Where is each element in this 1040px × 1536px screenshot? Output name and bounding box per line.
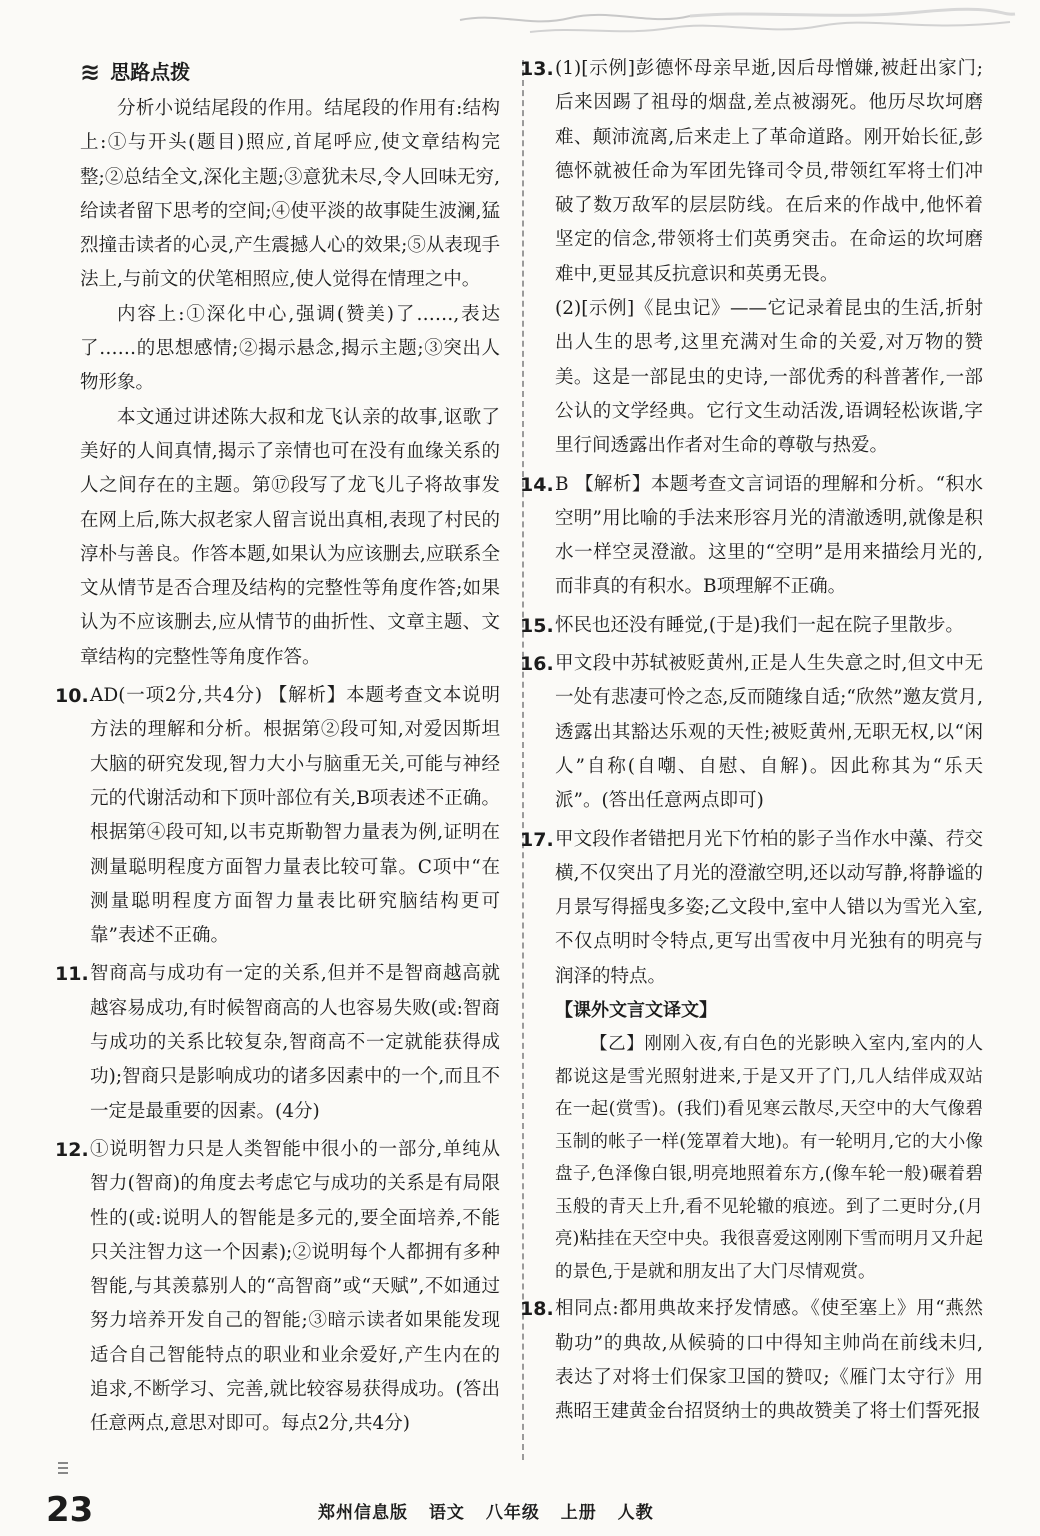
right-column [520,52,983,1430]
paragraph: 本文通过讲述陈大叔和龙飞认亲的故事,讴歌了美好的人间真情,揭示了亲情也可在没有血缘关系的人之间存在的主题。第⑰段写了龙飞儿子将故事发在网上后,陈大叔老家人留言说出真相,表现了村民的淳朴与善良。作答本题,如果认为应该删去,应联系全文从情节是否合理及结构的完整性等角度作答;如果认为不应该删去,应从情节的曲折性、文章主题、文章结构的完整性等角度作答。 [80,406,500,668]
paragraph: 内容上:①深化中心,强调(赞美)了……,表达了……的思想感情;②揭示悬念,揭示主题;③突出人物形象。 [80,303,500,394]
section-heading: ≋ 思路点拨 [80,52,500,92]
translation-text: 【乙】刚刚入夜,有白色的光影映入室内,室内的人都说这是雪光照射进来,于是又开了门,几人结伴成双站在一起(赏雪)。(我们)看见寒云散尽,天空中的大气像碧玉制的帐子一样(笼罩着大地)。有一轮明月,它的大小像盘子,色泽像白银,明亮地照着东方,(像车轮一般)碾着碧玉般的青天上升,看不见轮辙的痕迹。到了二更时分,(月亮)粘挂在天空中央。我很喜爱这刚刚下雪而明月又升起的景色,于是就和朋友出了大门尽情观赏。 [555,1034,983,1282]
page-number: 23 [46,1490,94,1530]
column-divider [522,60,524,1460]
left-column [55,52,500,1442]
answer-item-11: 11. 智商高与成功有一定的关系,但并不是智商越高就越容易成功,有时候智商高的人也容易失败(或:智商与成功的关系比较复杂,智商高不一定就能获得成功);智商只是影响成功的诸多因素中的一个,而且不一定是最重要的因素。(4分) [55,963,500,1122]
answer-item-15: 15. 怀民也还没有睡觉,(于是)我们一起在院子里散步。 [520,614,964,637]
page-footer [0,1488,1040,1536]
margin-marks [58,1462,68,1477]
answer-item-14: 14. B 【解析】本题考查文言词语的理解和分析。“积水空明”用比喻的手法来形容月光的清澈透明,就像是积水一样空灵澄澈。这里的“空明”是用来描绘月光的,而非真的有积水。B项理解不正确。 [520,473,983,598]
paragraph: 分析小说结尾段的作用。结尾段的作用有:结构上:①与开头(题目)照应,首尾呼应,使文章结构完整;②总结全文,深化主题;③意犹未尽,令人回味无穷,给读者留下思考的空间;④使平淡的故事陡生波澜,猛烈撞击读者的心灵,产生震撼人心的效果;⑤从表现手法上,与前文的伏笔相照应,使人觉得在情理之中。 [80,98,500,291]
answer-item-10: 10. AD(一项2分,共4分) 【解析】本题考查文本说明方法的理解和分析。根据第②段可知,对爱因斯坦大脑的研究发现,智力大小与脑重无关,可能与神经元的代谢活动和下顶叶部位有关,B项表述不正确。根据第④段可知,以韦克斯勒智力量表为例,证明在测量聪明程度方面智力量表比较可靠。C项中“在测量聪明程度方面智力量表比研究脑结构更可靠”表述不正确。 [55,685,500,947]
wave-lines-icon: ≋ [80,58,101,86]
answer-item-17: 17. 甲文段作者错把月光下竹柏的影子当作水中藻、荇交横,不仅突出了月光的澄澈空明,还以动写静,将静谧的月景写得摇曳多姿;乙文段中,室中人错以为雪光入室,不仅点明时令特点,更写出雪夜中月光独有的明亮与润泽的特点。 【课外文言文译文】 【乙】刚刚入夜,有白色的光影映入室内,室内的人都说这是雪光照射进来,于是又开了门,几人结伴成双站在一起(赏雪)。(我们)看见寒云散尽,天空中的大气像碧玉制的帐子一样(笼罩着大地)。有一轮明月,它的大小像盘子,色泽像白银,明亮地照着东方,(像车轮一般)碾着碧玉般的青天上升,看不见轮辙的痕迹。到了二更时分,(月亮)粘挂在天空中央。我很喜爱这刚刚下雪而明月又升起的景色,于是就和朋友出了大门尽情观赏。 [545,823,983,1289]
footer-text: 郑州信息版 语文 八年级 上册 人教 [318,1503,654,1523]
answer-item-18: 18. 相同点:都用典故来抒发情感。《使至塞上》用“燕然勒功”的典故,从候骑的口中得知主帅尚在前线未归,表达了对将士们保家卫国的赞叹;《雁门太守行》用燕昭王建黄金台招贤纳士的典故赞美了将士们誓死报 [520,1298,983,1423]
top-decoration [440,6,1020,42]
translation-heading: 【课外文言文译文】 [555,1000,717,1022]
answer-item-13: 13. (1)[示例]彭德怀母亲早逝,因后母憎嫌,被赶出家门;后来因踢了祖母的烟盘,差点被溺死。他历尽坎坷磨难、颠沛流离,后来走上了革命道路。刚开始长征,彭德怀就被任命为军团先锋司令员,带领红军将士们冲破了数万敌军的层层防线。在后来的作战中,他怀着坚定的信念,带领将士们英勇突击。在命运的坎坷磨难中,更显其反抗意识和英勇无畏。 (2)[示例]《昆虫记》——它记录着昆虫的生活,折射出人生的思考,这里充满对生命的关爱,对万物的赞美。这是一部昆虫的史诗,一部优秀的科普著作,一部公认的文学经典。它行文生动活泼,语调轻松诙谐,字里行间透露出作者对生命的尊敬与热爱。 [520,58,983,457]
answer-item-16: 16. 甲文段中苏轼被贬黄州,正是人生失意之时,但文中无一处有悲凄可怜之态,反而随缘自适;“欣然”邀友赏月,透露出其豁达乐观的天性;被贬黄州,无职无权,以“闲人”自称(自嘲、自慰、自解)。因此称其为“乐天派”。(答出任意两点即可) [520,653,983,812]
answer-item-12: 12. ①说明智力只是人类智能中很小的一部分,单纯从智力(智商)的角度去考虑它与成功的关系是有局限性的(或:说明人的智能是多元的,要全面培养,不能只关注智力这一个因素);②说明每个人都拥有多种智能,与其羡慕别人的“高智商”或“天赋”,不如通过努力培养开发自己的智能;③暗示读者如果能发现适合自己智能特点的职业和业余爱好,产生内在的追求,不断学习、完善,就比较容易获得成功。(答出任意两点,意思对即可。每点2分,共4分) [55,1138,500,1435]
